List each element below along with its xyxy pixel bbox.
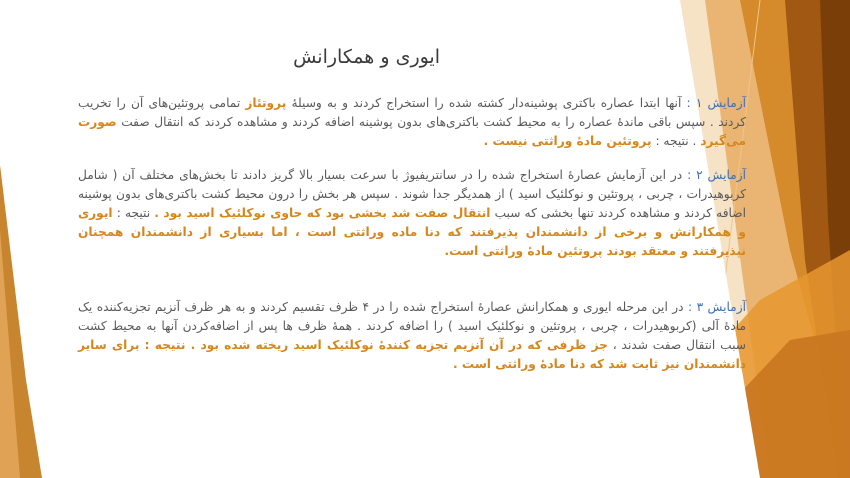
- highlight: پروتئاز: [245, 96, 287, 110]
- slide-title: ایوری و همکارانش: [293, 46, 440, 68]
- experiment-1-paragraph: [78, 94, 746, 151]
- experiment-2-label: آزمایش ۲ :: [687, 168, 746, 182]
- experiment-3-label: آزمایش ۳ :: [688, 300, 746, 314]
- text: در این مرحله ایوری و همکارانش عصارهٔ استخراج شده را در ۴ ظرف تقسیم کردند و به هر ظرف آنزیم تجزیه‌کننده یک مادهٔ آلی (کربوهیدرات ، چربی ، پروتئین و نوکلئیک اسید ) را اضافه کردند . همهٔ ظرف ها پس از اضافه‌کردن آنها به محیط کشت سبب انتقال صفت شدند ،: [78, 300, 746, 352]
- text: . نتیجه :: [651, 134, 701, 148]
- result-highlight: ایوری و همکارانش و برخی از دانشمندان پذیرفتند که دنا ماده وراثتی است ، اما بسیاری از دانشمندان همچنان نپذیرفتند و معتقد بودند پروتئین مادهٔ وراثتی است.: [78, 206, 746, 258]
- experiment-3-paragraph: [78, 298, 746, 374]
- highlight: صورت می‌گیرد: [78, 115, 746, 148]
- text: تمامی پروتئین‌های آن را تخریب کردند . سپس باقی ماندهٔ عصاره را به محیط کشت باکتری‌های بدون پوشینه اضافه کردند و مشاهده کردند که انتقال صفت: [78, 96, 746, 129]
- text: در این آزمایش عصارهٔ استخراج شده را در سانتریفیوژ با سرعت بسیار بالا گریز دادند تا بخش‌های مختلف آن ( شامل کربوهیدرات ، چربی ، پروتئین و نوکلئیک اسید ) از همدیگر جدا شوند . سپس هر بخش را درون محیط کشت باکتری‌های بدون پوشینه اضافه کردند و مشاهده کردند تنها بخشی که سبب: [78, 168, 746, 220]
- result-highlight: پروتئین مادهٔ وراثتی نیست .: [483, 134, 652, 148]
- text: آنها ابتدا عصاره باکتری پوشینه‌دار کشته شده را استخراج کردند و به وسیلهٔ: [286, 96, 687, 110]
- experiment-2-paragraph: [78, 166, 746, 261]
- experiment-1-label: آزمایش ۱ :: [686, 96, 746, 110]
- text: نتیجه :: [112, 206, 155, 220]
- highlight: انتقال صفت شد بخشی بود که حاوی نوکلئیک اسید بود .: [154, 206, 491, 220]
- result-highlight: جز ظرفی که در آن آنزیم تجزیه کنندهٔ نوکلئیک اسید ریخته شده بود . نتیجه : برای سایر دانشمندان نیز ثابت شد که دنا مادهٔ وراثتی است .: [78, 338, 746, 371]
